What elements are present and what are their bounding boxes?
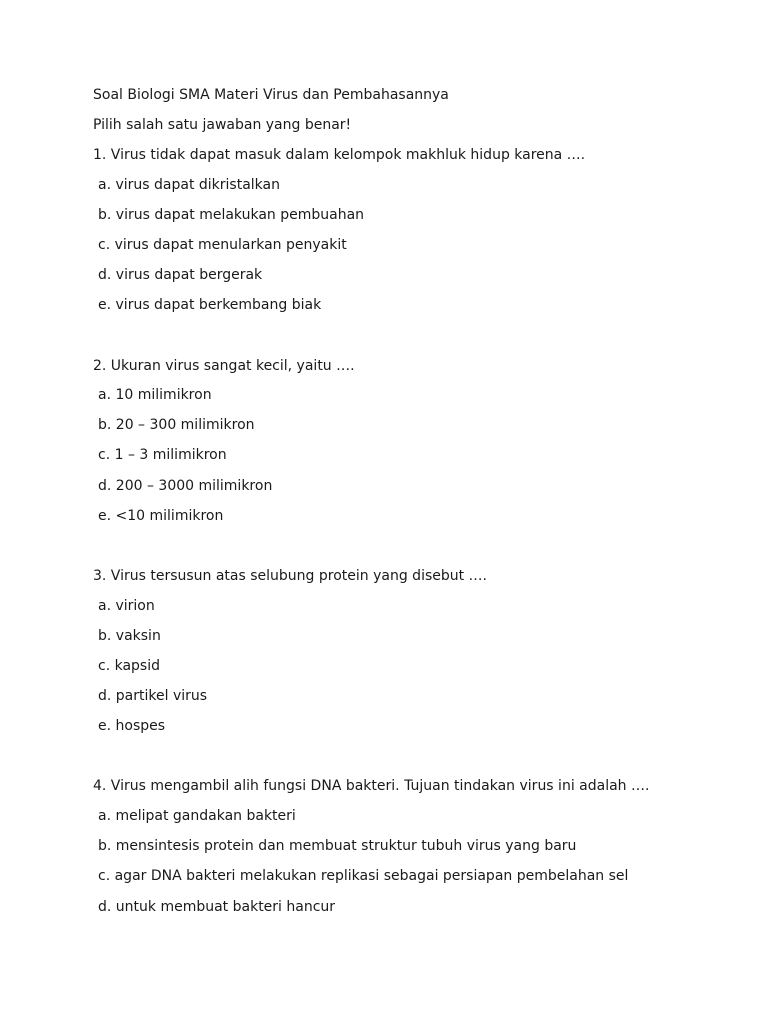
question-4-option-d: d. untuk membuat bakteri hancur bbox=[98, 899, 336, 915]
question-3-option-d: d. partikel virus bbox=[98, 688, 208, 704]
question-4-option-b: b. mensintesis protein dan membuat struktur tubuh virus yang baru bbox=[98, 838, 577, 854]
question-3-option-b: b. vaksin bbox=[98, 628, 161, 644]
question-1-option-e: e. virus dapat berkembang biak bbox=[98, 297, 322, 313]
question-3-option-a: a. virion bbox=[98, 598, 155, 614]
question-4-option-a: a. melipat gandakan bakteri bbox=[98, 808, 296, 824]
question-1-text: 1. Virus tidak dapat masuk dalam kelompok makhluk hidup karena …. bbox=[93, 147, 586, 163]
question-1-option-d: d. virus dapat bergerak bbox=[98, 267, 263, 283]
question-4-text: 4. Virus mengambil alih fungsi DNA bakteri. Tujuan tindakan virus ini adalah …. bbox=[93, 778, 650, 794]
question-1-option-c: c. virus dapat menularkan penyakit bbox=[98, 237, 347, 253]
question-2-text: 2. Ukuran virus sangat kecil, yaitu …. bbox=[93, 358, 355, 374]
question-3-text: 3. Virus tersusun atas selubung protein yang disebut …. bbox=[93, 568, 488, 584]
question-1-option-a: a. virus dapat dikristalkan bbox=[98, 177, 280, 193]
question-2-option-a: a. 10 milimikron bbox=[98, 387, 212, 403]
question-3-option-c: c. kapsid bbox=[98, 658, 160, 674]
question-2-option-d: d. 200 – 3000 milimikron bbox=[98, 478, 273, 494]
question-4-option-c: c. agar DNA bakteri melakukan replikasi sebagai persiapan pembelahan sel bbox=[98, 868, 629, 884]
question-1-option-b: b. virus dapat melakukan pembuahan bbox=[98, 207, 365, 223]
question-2-option-b: b. 20 – 300 milimikron bbox=[98, 417, 255, 433]
instruction-text: Pilih salah satu jawaban yang benar! bbox=[93, 117, 352, 133]
question-3-option-e: e. hospes bbox=[98, 718, 166, 734]
document-title: Soal Biologi SMA Materi Virus dan Pembahasannya bbox=[93, 87, 449, 103]
question-2-option-c: c. 1 – 3 milimikron bbox=[98, 447, 227, 463]
question-2-option-e: e. <10 milimikron bbox=[98, 508, 224, 524]
